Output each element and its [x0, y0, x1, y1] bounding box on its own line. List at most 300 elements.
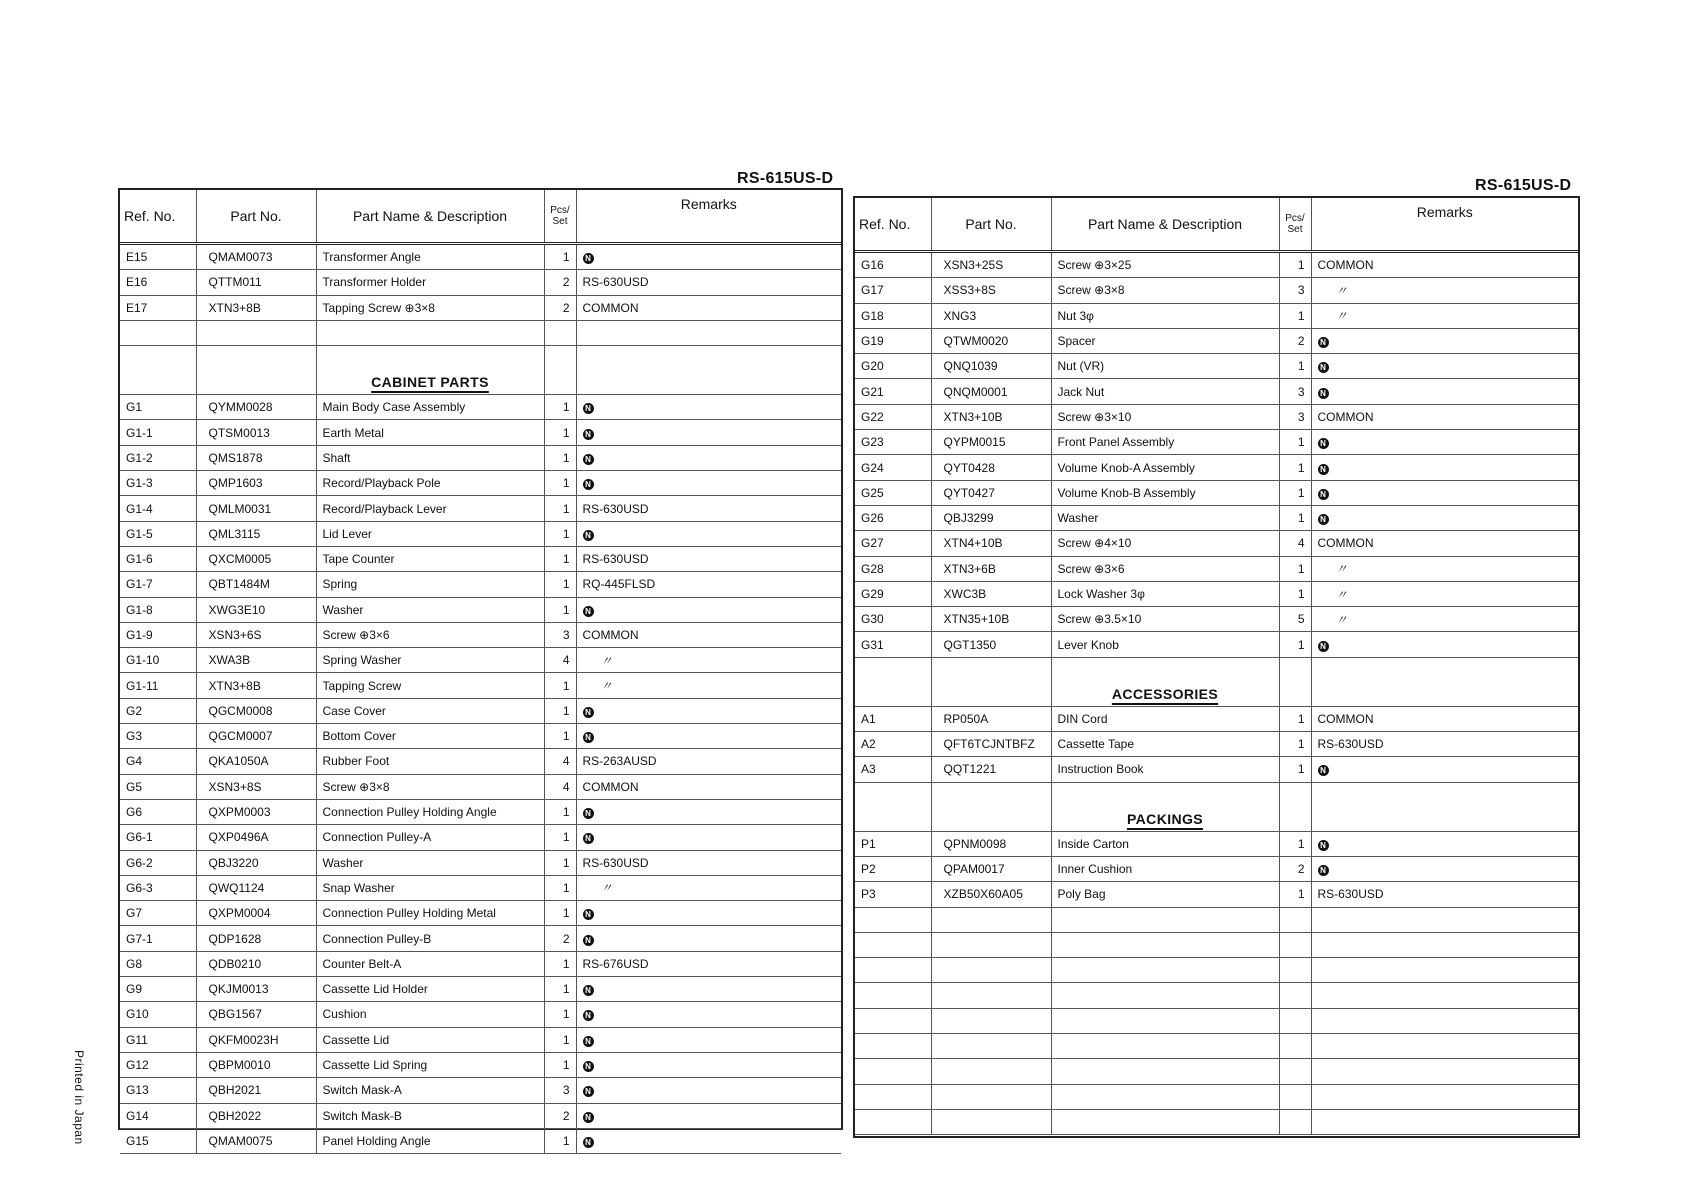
remarks-cell: [576, 977, 841, 1002]
ref-cell: G25: [855, 480, 931, 505]
part-no-cell: QGCM0008: [196, 698, 316, 723]
part-name-cell: Screw ⊕3×6: [1051, 556, 1279, 581]
table-row: [120, 977, 841, 1002]
table-row: [120, 825, 841, 850]
table-row: [120, 597, 841, 622]
part-name-cell: [1051, 1059, 1279, 1084]
ref-cell: G6-1: [120, 825, 196, 850]
remarks-cell: [1311, 1034, 1578, 1059]
qty-cell: 1: [544, 496, 576, 521]
part-name-cell: Spring Washer: [316, 648, 544, 673]
remarks-cell: [1311, 831, 1578, 856]
remarks-cell: [576, 1052, 841, 1077]
remarks-cell: [576, 1027, 841, 1052]
part-name-cell: Jack Nut: [1051, 379, 1279, 404]
table-row: [120, 1078, 841, 1103]
printed-in-japan-note: Printed in Japan: [72, 1050, 86, 1145]
new-part-mark-icon: N: [583, 985, 594, 996]
empty-cell: [1311, 657, 1578, 706]
ref-cell: P2: [855, 856, 931, 881]
part-no-cell: QXCM0005: [196, 546, 316, 571]
part-no-cell: XZB50X60A05: [931, 882, 1051, 907]
ref-cell: G8: [120, 951, 196, 976]
remarks-cell: [576, 926, 841, 951]
table-row: [855, 706, 1578, 731]
table-row: [120, 420, 841, 445]
part-name-cell: [1051, 1084, 1279, 1109]
section-title: ACCESSORIES: [1111, 685, 1219, 702]
part-no-cell: QYPM0015: [931, 430, 1051, 455]
remarks-cell: [1311, 856, 1578, 881]
ref-cell: G22: [855, 404, 931, 429]
part-name-cell: [1051, 983, 1279, 1008]
part-name-cell: Snap Washer: [316, 875, 544, 900]
part-no-cell: XWG3E10: [196, 597, 316, 622]
table-row: [855, 278, 1578, 303]
part-no-cell: [196, 320, 316, 345]
part-no-cell: XTN3+8B: [196, 673, 316, 698]
part-no-cell: QYMM0028: [196, 395, 316, 420]
table-row: [120, 244, 841, 270]
remarks-cell: [576, 320, 841, 345]
remarks-cell: 〃: [576, 673, 841, 698]
part-no-cell: QPAM0017: [931, 856, 1051, 881]
qty-cell: 1: [544, 471, 576, 496]
part-name-cell: Record/Playback Pole: [316, 471, 544, 496]
part-no-cell: QTWM0020: [931, 328, 1051, 353]
qty-cell: [544, 320, 576, 345]
ref-cell: [855, 1109, 931, 1134]
new-part-mark-icon: N: [1318, 337, 1329, 348]
qty-cell: 1: [544, 825, 576, 850]
table-row: [855, 607, 1578, 632]
table-row: [855, 757, 1578, 782]
table-row: [855, 632, 1578, 657]
part-no-cell: QKA1050A: [196, 749, 316, 774]
part-name-cell: [1051, 958, 1279, 983]
new-part-mark-icon: N: [583, 253, 594, 264]
new-part-mark-icon: N: [583, 1061, 594, 1072]
table-row: [855, 556, 1578, 581]
ref-cell: G1-3: [120, 471, 196, 496]
qty-cell: 1: [1279, 354, 1311, 379]
table-row: [120, 1103, 841, 1128]
qty-cell: 1: [544, 698, 576, 723]
ref-cell: [855, 907, 931, 932]
part-no-cell: [931, 1059, 1051, 1084]
ref-cell: G1-5: [120, 521, 196, 546]
table-row: [120, 471, 841, 496]
table-row: [855, 252, 1578, 278]
qty-cell: 1: [1279, 303, 1311, 328]
qty-cell: 1: [544, 244, 576, 270]
ref-cell: E17: [120, 295, 196, 320]
ref-cell: [120, 320, 196, 345]
part-no-cell: [931, 1084, 1051, 1109]
part-no-cell: QMAM0073: [196, 244, 316, 270]
blank-row: [855, 983, 1578, 1008]
empty-cell: [931, 657, 1051, 706]
new-part-mark-icon: N: [1318, 765, 1329, 776]
qty-cell: 1: [544, 1002, 576, 1027]
ref-cell: G23: [855, 430, 931, 455]
new-part-mark-icon: N: [583, 1137, 594, 1148]
part-name-cell: Cassette Lid Spring: [316, 1052, 544, 1077]
blank-row: [855, 932, 1578, 957]
ref-cell: G1-11: [120, 673, 196, 698]
part-no-cell: QMS1878: [196, 445, 316, 470]
remarks-cell: [1311, 455, 1578, 480]
qty-cell: 1: [544, 1027, 576, 1052]
part-name-cell: [1051, 1034, 1279, 1059]
remarks-cell: [576, 521, 841, 546]
remarks-cell: RS-630USD: [576, 546, 841, 571]
remarks-cell: [576, 244, 841, 270]
qty-cell: 1: [544, 546, 576, 571]
qty-cell: 1: [1279, 556, 1311, 581]
ref-cell: [855, 1084, 931, 1109]
remarks-cell: [1311, 632, 1578, 657]
part-name-cell: Cassette Lid: [316, 1027, 544, 1052]
remarks-cell: [1311, 328, 1578, 353]
remarks-cell: [576, 597, 841, 622]
qty-cell: 1: [544, 572, 576, 597]
header-row: [120, 190, 841, 244]
remarks-cell: [1311, 907, 1578, 932]
part-no-cell: QBH2022: [196, 1103, 316, 1128]
part-no-cell: XTN3+6B: [931, 556, 1051, 581]
ref-cell: [855, 1059, 931, 1084]
table-row: [120, 445, 841, 470]
parts-table-left: [120, 190, 841, 1154]
qty-cell: [1279, 1008, 1311, 1033]
remarks-cell: [576, 420, 841, 445]
ref-cell: G16: [855, 252, 931, 278]
qty-cell: 3: [1279, 278, 1311, 303]
part-no-cell: XSN3+25S: [931, 252, 1051, 278]
part-name-cell: Volume Knob-A Assembly: [1051, 455, 1279, 480]
qty-cell: 2: [544, 295, 576, 320]
new-part-mark-icon: N: [1318, 438, 1329, 449]
part-no-cell: QMP1603: [196, 471, 316, 496]
part-name-cell: [1051, 1109, 1279, 1134]
remarks-cell: [576, 1002, 841, 1027]
part-name-cell: Lock Washer 3φ: [1051, 581, 1279, 606]
part-no-cell: QKFM0023H: [196, 1027, 316, 1052]
qty-cell: 4: [544, 749, 576, 774]
part-name-cell: Cassette Tape: [1051, 732, 1279, 757]
ref-cell: P1: [855, 831, 931, 856]
blank-row: [120, 320, 841, 345]
ref-cell: G13: [120, 1078, 196, 1103]
remarks-cell: COMMON: [576, 774, 841, 799]
ref-cell: [855, 958, 931, 983]
qty-cell: 1: [1279, 882, 1311, 907]
part-no-cell: QMAM0075: [196, 1128, 316, 1153]
new-part-mark-icon: N: [583, 1036, 594, 1047]
empty-cell: [931, 782, 1051, 831]
ref-cell: G21: [855, 379, 931, 404]
part-name-cell: Transformer Holder: [316, 270, 544, 295]
part-no-cell: QWQ1124: [196, 875, 316, 900]
part-no-cell: QBH2021: [196, 1078, 316, 1103]
blank-row: [855, 1008, 1578, 1033]
ref-cell: G17: [855, 278, 931, 303]
remarks-cell: 〃: [576, 648, 841, 673]
part-no-cell: RP050A: [931, 706, 1051, 731]
part-no-cell: QPNM0098: [931, 831, 1051, 856]
remarks-cell: RS-630USD: [576, 496, 841, 521]
part-name-cell: [1051, 907, 1279, 932]
ref-cell: G19: [855, 328, 931, 353]
part-no-cell: QNQ1039: [931, 354, 1051, 379]
table-row: [120, 926, 841, 951]
qty-cell: 1: [544, 977, 576, 1002]
remarks-cell: [576, 901, 841, 926]
table-row: [120, 850, 841, 875]
part-name-cell: Connection Pulley Holding Metal: [316, 901, 544, 926]
remarks-cell: [576, 1128, 841, 1153]
part-name-cell: Tapping Screw: [316, 673, 544, 698]
qty-cell: 3: [1279, 404, 1311, 429]
part-name-cell: Lever Knob: [1051, 632, 1279, 657]
table-row: [120, 622, 841, 647]
part-no-cell: QML3115: [196, 521, 316, 546]
qty-cell: [1279, 1034, 1311, 1059]
part-no-cell: [931, 958, 1051, 983]
part-name-cell: Earth Metal: [316, 420, 544, 445]
remarks-cell: [576, 799, 841, 824]
qty-cell: 3: [544, 622, 576, 647]
qty-cell: 4: [544, 648, 576, 673]
new-part-mark-icon: N: [583, 429, 594, 440]
table-row: [120, 749, 841, 774]
new-part-mark-icon: N: [583, 935, 594, 946]
remarks-cell: [1311, 958, 1578, 983]
part-name-cell: Tape Counter: [316, 546, 544, 571]
remarks-cell: [576, 698, 841, 723]
table-row: [855, 856, 1578, 881]
new-part-mark-icon: N: [583, 530, 594, 541]
ref-cell: P3: [855, 882, 931, 907]
remarks-cell: RS-676USD: [576, 951, 841, 976]
ref-cell: G3: [120, 724, 196, 749]
part-no-cell: QDP1628: [196, 926, 316, 951]
ref-cell: G9: [120, 977, 196, 1002]
remarks-cell: RS-630USD: [1311, 732, 1578, 757]
new-part-mark-icon: N: [1318, 514, 1329, 525]
part-no-cell: QDB0210: [196, 951, 316, 976]
table-row: [120, 270, 841, 295]
remarks-cell: [1311, 932, 1578, 957]
part-no-cell: [931, 1008, 1051, 1033]
part-name-cell: Cushion: [316, 1002, 544, 1027]
header-remarks: Remarks: [1311, 198, 1578, 252]
part-name-cell: Connection Pulley-B: [316, 926, 544, 951]
part-name-cell: Spacer: [1051, 328, 1279, 353]
table-row: [120, 774, 841, 799]
remarks-cell: RS-630USD: [576, 270, 841, 295]
qty-cell: 4: [1279, 531, 1311, 556]
new-part-mark-icon: N: [583, 1086, 594, 1097]
section-cell: [316, 346, 544, 395]
table-row: [120, 1128, 841, 1153]
qty-cell: 3: [1279, 379, 1311, 404]
remarks-cell: COMMON: [1311, 531, 1578, 556]
part-no-cell: QBPM0010: [196, 1052, 316, 1077]
part-name-cell: [1051, 1008, 1279, 1033]
remarks-cell: [1311, 379, 1578, 404]
left-table-body: [120, 244, 841, 1154]
header-part-name: Part Name & Description: [1051, 198, 1279, 252]
header-pcs-label: Pcs/ Set: [550, 205, 570, 227]
ref-cell: G1-4: [120, 496, 196, 521]
part-no-cell: QXPM0003: [196, 799, 316, 824]
qty-cell: 1: [1279, 757, 1311, 782]
part-no-cell: [931, 1109, 1051, 1134]
table-row: [120, 901, 841, 926]
qty-cell: 1: [544, 901, 576, 926]
part-no-cell: QBG1567: [196, 1002, 316, 1027]
table-row: [855, 831, 1578, 856]
parts-sheet-right: [853, 196, 1580, 1138]
part-no-cell: QGCM0007: [196, 724, 316, 749]
model-title-left: RS-615US-D: [737, 170, 834, 187]
qty-cell: [1279, 1059, 1311, 1084]
remarks-cell: 〃: [576, 875, 841, 900]
ref-cell: G27: [855, 531, 931, 556]
ref-cell: G1-9: [120, 622, 196, 647]
table-row: [120, 698, 841, 723]
ref-cell: G1-1: [120, 420, 196, 445]
part-name-cell: [316, 320, 544, 345]
part-no-cell: QNQM0001: [931, 379, 1051, 404]
header-row: [855, 198, 1578, 252]
table-row: [120, 875, 841, 900]
part-no-cell: [931, 907, 1051, 932]
qty-cell: 1: [544, 799, 576, 824]
ref-cell: G20: [855, 354, 931, 379]
remarks-cell: [1311, 1008, 1578, 1033]
header-part-no: Part No.: [931, 198, 1051, 252]
table-row: [855, 480, 1578, 505]
ref-cell: G1-7: [120, 572, 196, 597]
remarks-cell: RS-630USD: [576, 850, 841, 875]
remarks-cell: [1311, 983, 1578, 1008]
ref-cell: G12: [120, 1052, 196, 1077]
part-name-cell: Screw ⊕3×10: [1051, 404, 1279, 429]
part-name-cell: Screw ⊕3×8: [1051, 278, 1279, 303]
part-name-cell: Cassette Lid Holder: [316, 977, 544, 1002]
qty-cell: [1279, 983, 1311, 1008]
part-no-cell: QBT1484M: [196, 572, 316, 597]
new-part-mark-icon: N: [1318, 464, 1329, 475]
part-name-cell: Screw ⊕3×25: [1051, 252, 1279, 278]
ref-cell: G18: [855, 303, 931, 328]
part-name-cell: Spring: [316, 572, 544, 597]
part-no-cell: QTSM0013: [196, 420, 316, 445]
ref-cell: A3: [855, 757, 931, 782]
new-part-mark-icon: N: [1318, 641, 1329, 652]
table-row: [855, 505, 1578, 530]
section-row: [855, 782, 1578, 831]
part-name-cell: Nut (VR): [1051, 354, 1279, 379]
new-part-mark-icon: N: [1318, 362, 1329, 373]
part-name-cell: Volume Knob-B Assembly: [1051, 480, 1279, 505]
table-row: [120, 1002, 841, 1027]
qty-cell: 1: [544, 597, 576, 622]
remarks-cell: COMMON: [1311, 404, 1578, 429]
part-no-cell: QKJM0013: [196, 977, 316, 1002]
ref-cell: G30: [855, 607, 931, 632]
table-row: [120, 1027, 841, 1052]
ref-cell: G4: [120, 749, 196, 774]
new-part-mark-icon: N: [1318, 489, 1329, 500]
empty-cell: [1279, 782, 1311, 831]
new-part-mark-icon: N: [583, 606, 594, 617]
qty-cell: 1: [1279, 505, 1311, 530]
part-no-cell: XTN3+10B: [931, 404, 1051, 429]
part-name-cell: Instruction Book: [1051, 757, 1279, 782]
qty-cell: 5: [1279, 607, 1311, 632]
table-row: [855, 354, 1578, 379]
qty-cell: 1: [544, 1052, 576, 1077]
part-no-cell: QYT0428: [931, 455, 1051, 480]
qty-cell: 1: [1279, 581, 1311, 606]
table-row: [120, 648, 841, 673]
table-row: [120, 496, 841, 521]
part-no-cell: XNG3: [931, 303, 1051, 328]
part-no-cell: QMLM0031: [196, 496, 316, 521]
remarks-cell: [1311, 430, 1578, 455]
part-no-cell: [931, 983, 1051, 1008]
part-no-cell: QXP0496A: [196, 825, 316, 850]
part-no-cell: [931, 932, 1051, 957]
section-cell: [1051, 657, 1279, 706]
new-part-mark-icon: N: [583, 479, 594, 490]
table-row: [855, 430, 1578, 455]
remarks-cell: [576, 1078, 841, 1103]
ref-cell: G1-10: [120, 648, 196, 673]
qty-cell: 1: [544, 875, 576, 900]
new-part-mark-icon: N: [1318, 865, 1329, 876]
remarks-cell: [576, 471, 841, 496]
qty-cell: 1: [1279, 632, 1311, 657]
table-row: [120, 521, 841, 546]
section-row: [120, 346, 841, 395]
remarks-cell: [1311, 505, 1578, 530]
part-no-cell: [931, 1034, 1051, 1059]
new-part-mark-icon: N: [583, 1010, 594, 1021]
empty-cell: [196, 346, 316, 395]
empty-cell: [120, 346, 196, 395]
remarks-cell: [1311, 1109, 1578, 1134]
qty-cell: 1: [1279, 455, 1311, 480]
part-no-cell: XSN3+6S: [196, 622, 316, 647]
part-name-cell: Transformer Angle: [316, 244, 544, 270]
ref-cell: G24: [855, 455, 931, 480]
part-no-cell: XSS3+8S: [931, 278, 1051, 303]
qty-cell: 1: [1279, 480, 1311, 505]
new-part-mark-icon: N: [1318, 388, 1329, 399]
part-name-cell: Record/Playback Lever: [316, 496, 544, 521]
remarks-cell: COMMON: [576, 622, 841, 647]
qty-cell: 1: [1279, 831, 1311, 856]
part-no-cell: QGT1350: [931, 632, 1051, 657]
qty-cell: 1: [544, 521, 576, 546]
qty-cell: 2: [1279, 328, 1311, 353]
part-name-cell: Panel Holding Angle: [316, 1128, 544, 1153]
